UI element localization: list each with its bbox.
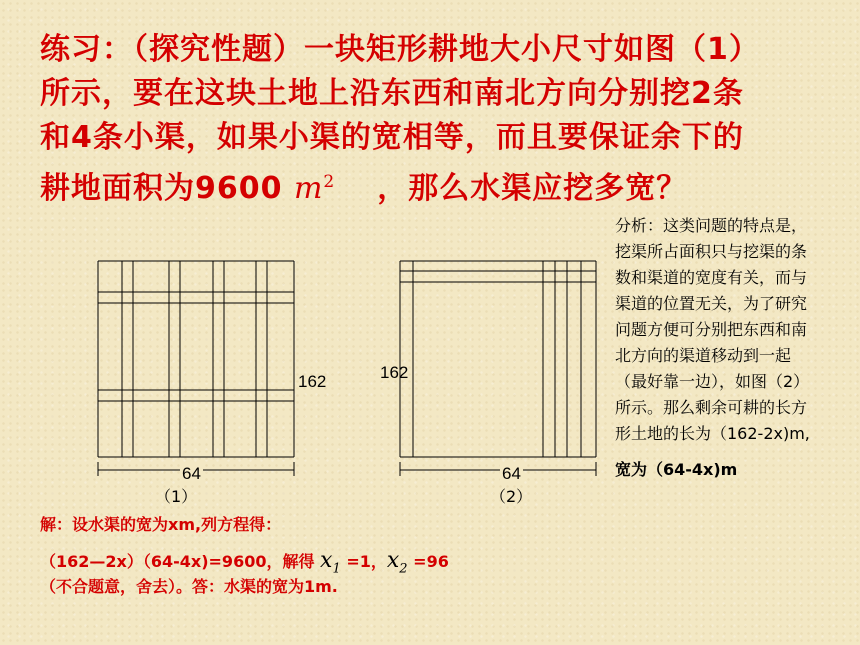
figure-1-height-label: 162 — [298, 372, 327, 391]
problem-line-3: 和4条小渠，如果小渠的宽相等，而且要保证余下的 — [40, 120, 744, 155]
solution-line-3: （不合题意，舍去）。答：水渠的宽为1m. — [40, 577, 338, 596]
solution-line-1: 解：设水渠的宽为xm,列方程得： — [40, 515, 282, 534]
figure-1-width-label: 64 — [182, 464, 201, 483]
analysis-paragraph: 分析：这类问题的特点是，挖渠所占面积只与挖渠的条数和渠道的宽度有关，而与渠道的位置无关，为了研究问题方便可分别把东西和南北方向的渠道移动到一起（最好靠一边），如图（2）所示。那么剩余可耕的长方形土地的长为（162-2x)m, — [615, 216, 810, 443]
x1-value: =1， — [346, 552, 387, 571]
figure-1-lines — [98, 261, 294, 476]
x2-value: =96 — [413, 552, 449, 571]
figure-2-height-label: 162 — [380, 363, 409, 382]
unit-exponent: 2 — [323, 172, 336, 192]
x2-variable: $x_2$ — [386, 548, 408, 577]
figure-1-caption: （1） — [155, 487, 198, 506]
analysis-text — [615, 213, 815, 483]
unit-m: m — [293, 171, 324, 206]
analysis-width-line: 宽为（64-4x)m — [615, 460, 738, 479]
solution-equation: （162—2x）（64-4x)=9600，解得 — [40, 552, 315, 571]
figure-2-lines — [400, 261, 596, 476]
problem-line-2: 所示，要在这块土地上沿东西和南北方向分别挖2条 — [40, 76, 744, 111]
problem-line-1: 练习：（探究性题）一块矩形耕地大小尺寸如图（1） — [40, 32, 760, 67]
figure-2-width-label: 64 — [502, 464, 521, 483]
problem-line-4-pre: 耕地面积为9600 — [40, 171, 294, 206]
x1-variable: $x_1$ — [320, 548, 341, 577]
figure-2-caption: （2） — [490, 487, 533, 506]
problem-line-4-post: ，那么水渠应挖多宽？ — [377, 171, 688, 206]
